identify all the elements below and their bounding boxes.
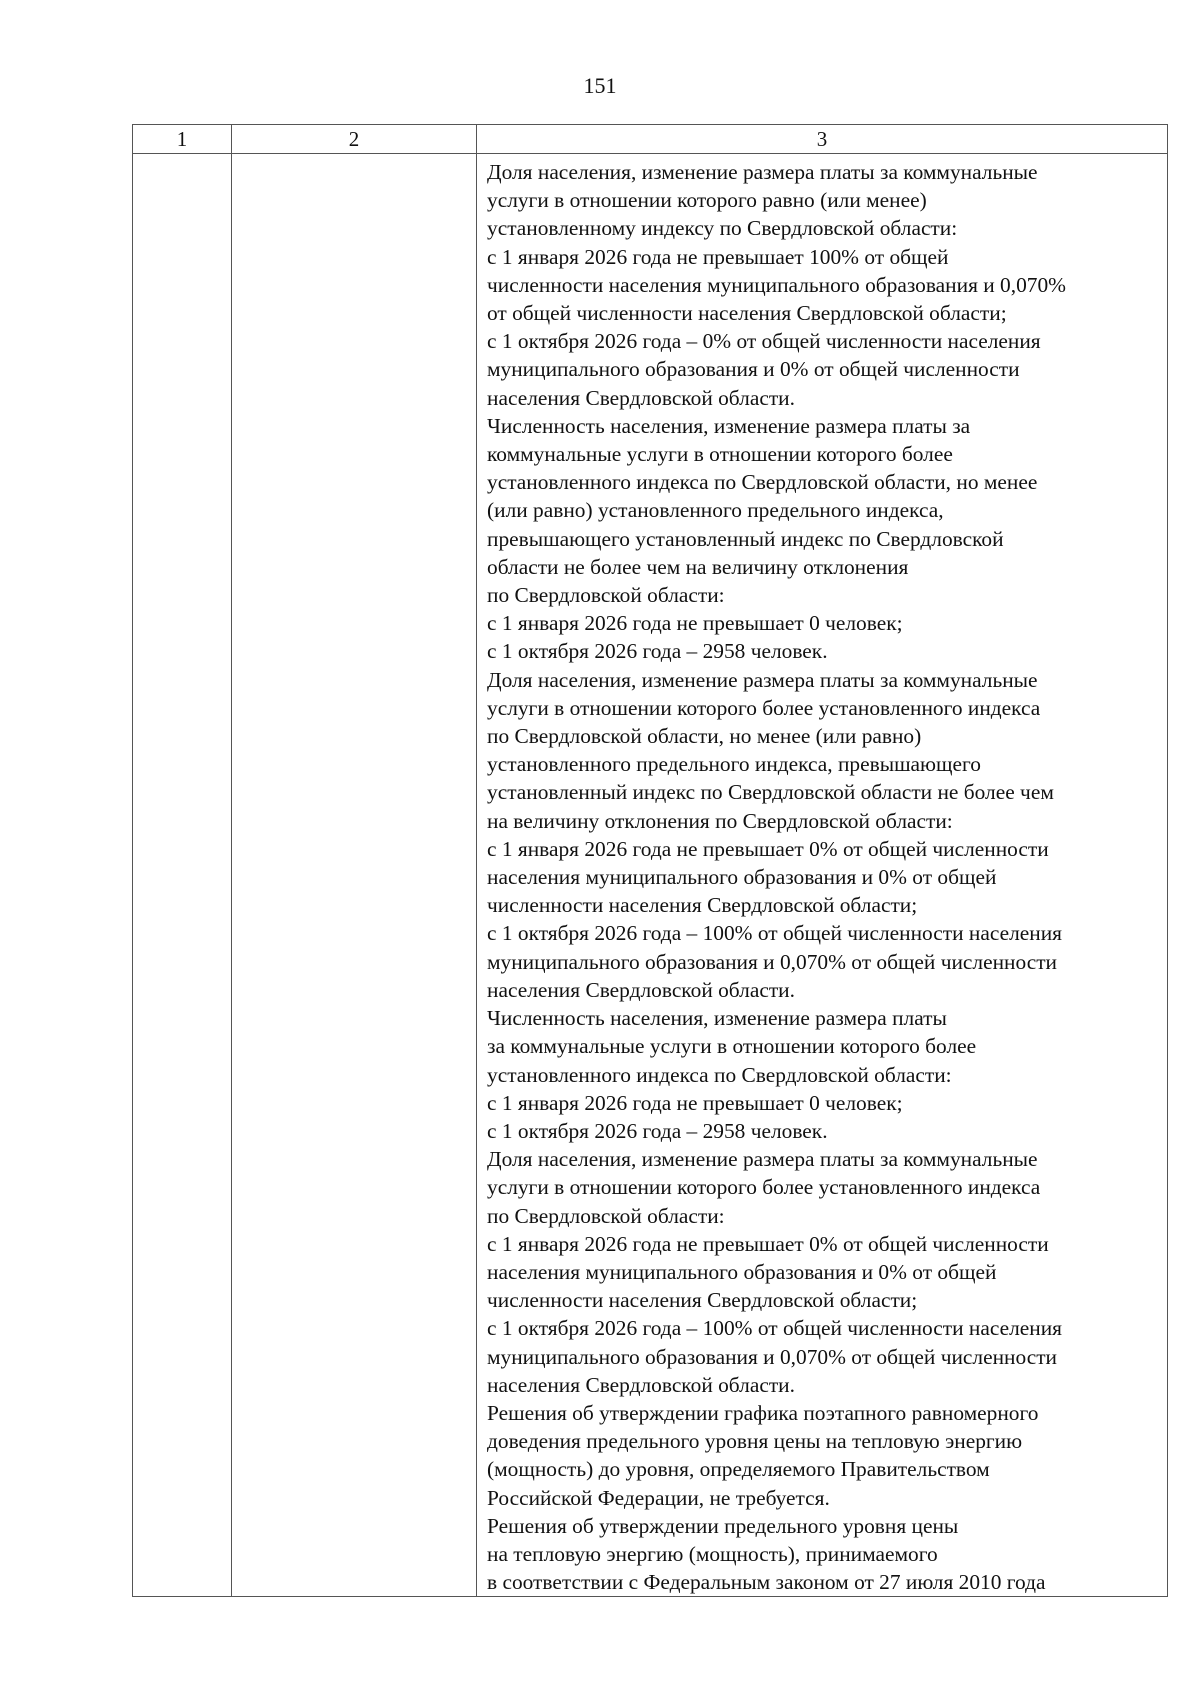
text-line: с 1 октября 2026 года – 0% от общей численности населения: [487, 329, 1041, 354]
text-line: муниципального образования и 0% от общей численности: [487, 357, 1020, 382]
cell-column-3: [477, 154, 1168, 1597]
text-line: установленного предельного индекса, превышающего: [487, 752, 981, 777]
text-line: численности населения Свердловской области;: [487, 1288, 918, 1313]
page-number: 151: [583, 73, 617, 98]
table-header-row: [133, 125, 1168, 154]
text-line: Доля населения, изменение размера платы за коммунальные: [487, 1147, 1038, 1172]
text-line: муниципального образования и 0,070% от общей численности: [487, 949, 1058, 974]
text-line: с 1 октября 2026 года – 100% от общей численности населения: [487, 921, 1062, 946]
column-header-3: 3: [477, 125, 1168, 154]
document-table: [132, 124, 1168, 1597]
text-line: услуги в отношении которого более установленного индекса: [487, 1175, 1041, 1200]
cell-column-2: [232, 154, 477, 1597]
text-line: муниципального образования и 0,070% от общей численности: [487, 1344, 1058, 1369]
text-line: услуги в отношении которого более установленного индекса: [487, 695, 1041, 720]
text-line: за коммунальные услуги в отношении которого более: [487, 1034, 977, 1059]
text-line: населения Свердловской области.: [487, 1372, 795, 1397]
text-line: в соответствии с Федеральным законом от 27 июля 2010 года: [487, 1570, 1046, 1595]
text-line: Численность населения, изменение размера платы за: [487, 413, 971, 438]
text-line: Численность населения, изменение размера платы: [487, 1006, 947, 1031]
text-line: (или равно) установленного предельного индекса,: [487, 498, 944, 523]
text-line: Доля населения, изменение размера платы за коммунальные: [487, 667, 1038, 692]
text-line: на величину отклонения по Свердловской области:: [487, 808, 953, 833]
text-line: установленного индекса по Свердловской области:: [487, 1062, 952, 1087]
cell-column-3-text: [477, 154, 1167, 1596]
column-header-1: 1: [133, 125, 232, 154]
text-line: с 1 января 2026 года не превышает 0 человек;: [487, 1090, 903, 1115]
text-line: населения муниципального образования и 0% от общей: [487, 1259, 997, 1284]
text-line: с 1 января 2026 года не превышает 0% от общей численности: [487, 1231, 1049, 1256]
text-line: на тепловую энергию (мощность), принимаемого: [487, 1541, 938, 1566]
text-line: с 1 января 2026 года не превышает 0 человек;: [487, 611, 903, 636]
text-line: области не более чем на величину отклонения: [487, 554, 909, 579]
text-line: численности населения Свердловской области;: [487, 893, 918, 918]
text-line: с 1 января 2026 года не превышает 100% от общей: [487, 244, 949, 269]
text-line: коммунальные услуги в отношении которого более: [487, 442, 953, 467]
text-line: с 1 октября 2026 года – 100% от общей численности населения: [487, 1316, 1062, 1341]
text-line: населения Свердловской области.: [487, 385, 795, 410]
text-line: установленный индекс по Свердловской области не более чем: [487, 780, 1054, 805]
text-line: с 1 января 2026 года не превышает 0% от общей численности: [487, 836, 1049, 861]
text-line: установленному индексу по Свердловской области:: [487, 216, 958, 241]
text-line: с 1 октября 2026 года – 2958 человек.: [487, 639, 828, 664]
table-row: [133, 154, 1168, 1597]
text-line: Доля населения, изменение размера платы за коммунальные: [487, 160, 1038, 184]
column-header-2: 2: [232, 125, 477, 154]
text-line: по Свердловской области:: [487, 1203, 725, 1228]
text-line: по Свердловской области, но менее (или равно): [487, 724, 922, 749]
cell-column-1: [133, 154, 232, 1597]
text-line: населения Свердловской области.: [487, 977, 795, 1002]
text-line: превышающего установленный индекс по Свердловской: [487, 526, 1004, 551]
text-line: от общей численности населения Свердловской области;: [487, 301, 1007, 326]
text-line: установленного индекса по Свердловской области, но менее: [487, 470, 1038, 495]
text-line: численности населения муниципального образования и 0,070%: [487, 272, 1066, 297]
text-line: с 1 октября 2026 года – 2958 человек.: [487, 1118, 828, 1143]
text-line: (мощность) до уровня, определяемого Правительством: [487, 1457, 990, 1482]
text-line: услуги в отношении которого равно (или менее): [487, 188, 927, 213]
text-line: по Свердловской области:: [487, 583, 725, 608]
text-line: доведения предельного уровня цены на тепловую энергию: [487, 1429, 1023, 1454]
text-line: Решения об утверждении предельного уровня цены: [487, 1513, 959, 1538]
text-line: населения муниципального образования и 0% от общей: [487, 865, 997, 890]
text-line: Российской Федерации, не требуется.: [487, 1485, 830, 1510]
text-line: Решения об утверждении графика поэтапного равномерного: [487, 1400, 1039, 1425]
